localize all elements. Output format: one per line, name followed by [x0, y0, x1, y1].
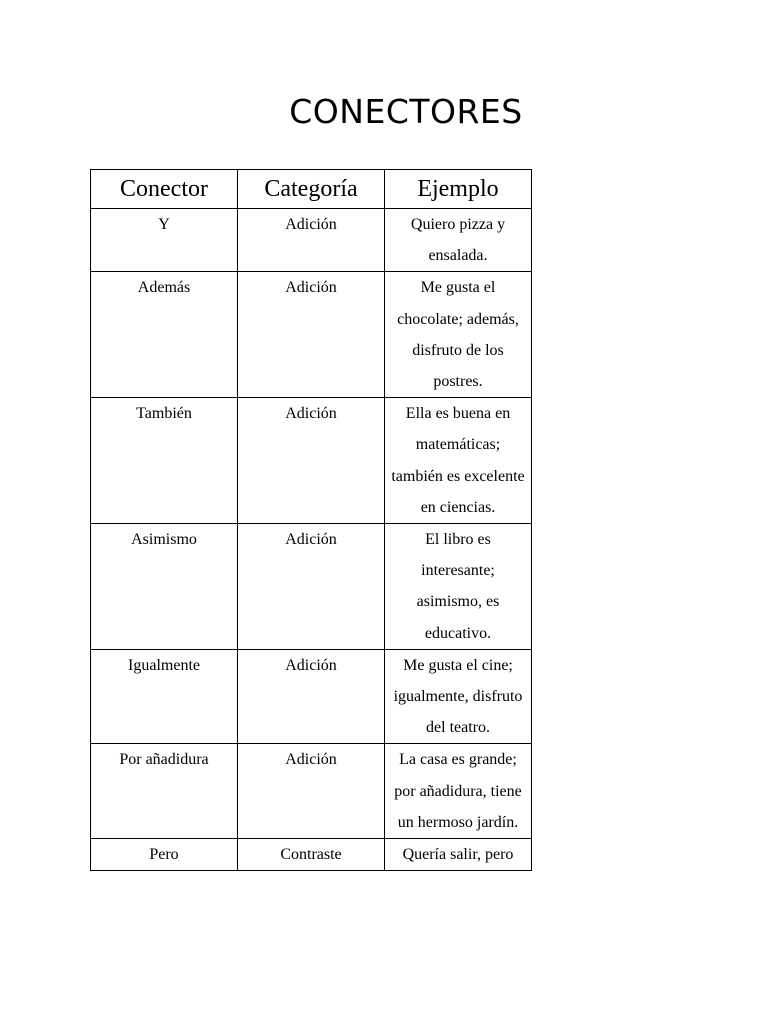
connector-cell: Igualmente	[91, 649, 238, 744]
table-header-row	[91, 170, 532, 209]
page-title: CONECTORES	[289, 92, 523, 131]
example-cell: El libro es interesante; asimismo, es educativo.	[385, 524, 532, 650]
example-cell: Me gusta el chocolate; además, disfruto de los postres.	[385, 272, 532, 398]
category-cell: Adición	[238, 209, 385, 272]
table-row	[91, 744, 532, 839]
category-cell: Adición	[238, 649, 385, 744]
connectors-table	[90, 169, 532, 871]
column-header-categoria: Categoría	[238, 170, 385, 209]
column-header-conector: Conector	[91, 170, 238, 209]
table-row	[91, 839, 532, 871]
category-cell: Adición	[238, 524, 385, 650]
category-cell: Adición	[238, 398, 385, 524]
table-row	[91, 272, 532, 398]
table-row	[91, 398, 532, 524]
example-cell: Me gusta el cine; igualmente, disfruto del teatro.	[385, 649, 532, 744]
connector-cell: Asimismo	[91, 524, 238, 650]
example-cell: La casa es grande; por añadidura, tiene un hermoso jardín.	[385, 744, 532, 839]
connector-cell: Además	[91, 272, 238, 398]
connector-cell: También	[91, 398, 238, 524]
category-cell: Contraste	[238, 839, 385, 871]
example-cell: Quería salir, pero	[385, 839, 532, 871]
table-row	[91, 524, 532, 650]
category-cell: Adición	[238, 744, 385, 839]
category-cell: Adición	[238, 272, 385, 398]
connector-cell: Por añadidura	[91, 744, 238, 839]
example-cell: Quiero pizza y ensalada.	[385, 209, 532, 272]
example-cell: Ella es buena en matemáticas; también es excelente en ciencias.	[385, 398, 532, 524]
column-header-ejemplo: Ejemplo	[385, 170, 532, 209]
table-row	[91, 649, 532, 744]
table-row	[91, 209, 532, 272]
connector-cell: Pero	[91, 839, 238, 871]
connector-cell: Y	[91, 209, 238, 272]
